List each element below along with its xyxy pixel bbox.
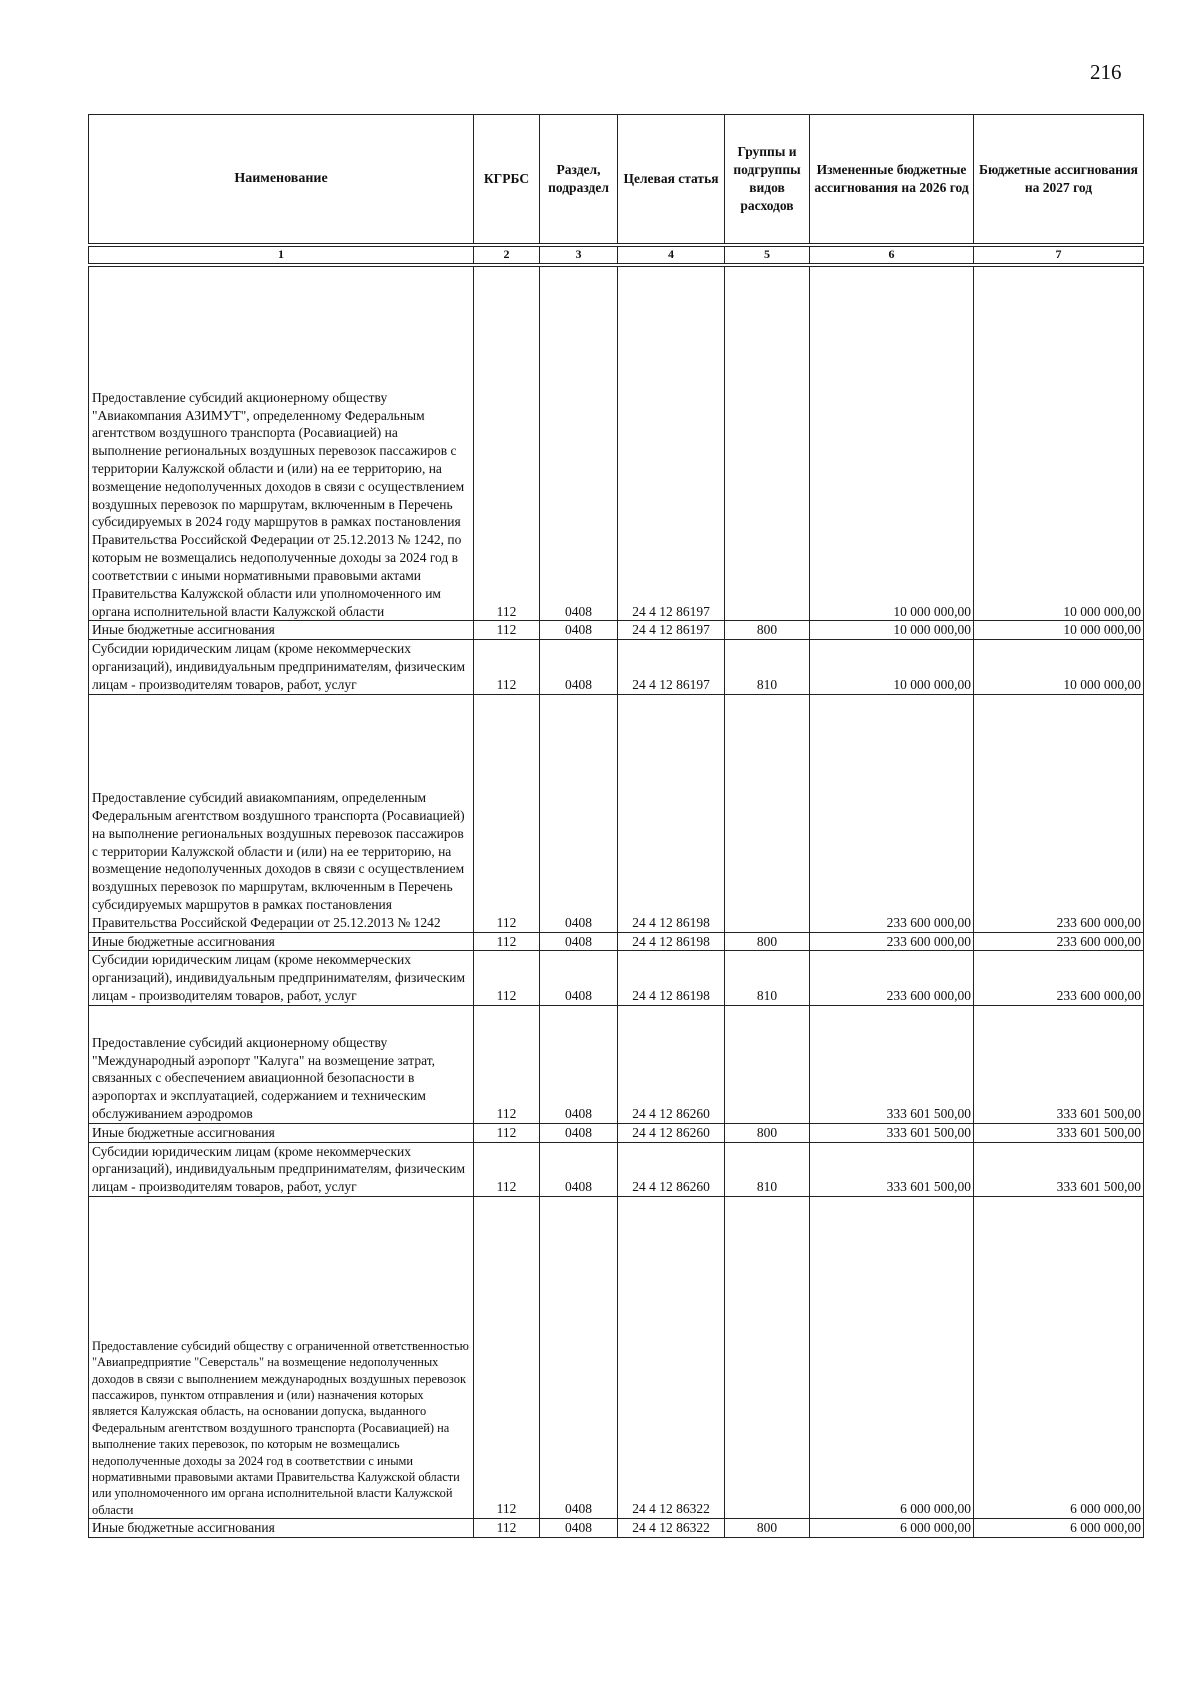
row-razdel: 0408 xyxy=(540,932,618,951)
row-name: Субсидии юридическим лицам (кроме некоммерческих организаций), индивидуальным предпринимателям, физическим лицам - производителям товаров, работ, услуг xyxy=(89,640,474,694)
row-expense-group: 800 xyxy=(725,1519,810,1538)
row-kgrbs: 112 xyxy=(474,932,540,951)
column-number: 4 xyxy=(618,245,725,265)
header-name: Наименование xyxy=(89,115,474,246)
table-row xyxy=(89,1519,1144,1538)
row-name: Иные бюджетные ассигнования xyxy=(89,621,474,640)
header-target-article: Целевая статья xyxy=(618,115,725,246)
table-row xyxy=(89,640,1144,694)
row-razdel: 0408 xyxy=(540,265,618,621)
row-amount-2027: 233 600 000,00 xyxy=(974,951,1144,1005)
row-kgrbs: 112 xyxy=(474,951,540,1005)
row-target-article: 24 4 12 86322 xyxy=(618,1197,725,1519)
header-row xyxy=(89,115,1144,246)
table-row xyxy=(89,265,1144,621)
row-amount-2027: 333 601 500,00 xyxy=(974,1142,1144,1196)
header-razdel: Раздел, подраздел xyxy=(540,115,618,246)
row-name: Субсидии юридическим лицам (кроме некоммерческих организаций), индивидуальным предпринимателям, физическим лицам - производителям товаров, работ, услуг xyxy=(89,951,474,1005)
table-row xyxy=(89,951,1144,1005)
row-name: Предоставление субсидий акционерному обществу "Авиакомпания АЗИМУТ", определенному Федеральным агентством воздушного транспорта (Росавиацией) на выполнение региональных воздушных перевозок пассажиров с территории Калужской области и (или) на ее территорию, на возмещение недополученных доходов в связи с осуществлением воздушных перевозок по маршрутам, включенным в Перечень субсидируемых в 2024 году маршрутов в рамках постановления Правительства Российской Федерации от 25.12.2013 № 1242, по которым не возмещались недополученные доходы за 2024 год в соответствии с иными нормативными правовыми актами Правительства Калужской области или уполномоченного им органа исполнительной власти Калужской области xyxy=(89,265,474,621)
row-amount-2027: 6 000 000,00 xyxy=(974,1519,1144,1538)
row-kgrbs: 112 xyxy=(474,621,540,640)
row-name: Иные бюджетные ассигнования xyxy=(89,932,474,951)
row-expense-group: 800 xyxy=(725,932,810,951)
row-amount-2026: 233 600 000,00 xyxy=(810,932,974,951)
row-razdel: 0408 xyxy=(540,951,618,1005)
row-expense-group xyxy=(725,1197,810,1519)
row-razdel: 0408 xyxy=(540,640,618,694)
row-target-article: 24 4 12 86260 xyxy=(618,1123,725,1142)
row-expense-group: 800 xyxy=(725,621,810,640)
row-amount-2026: 233 600 000,00 xyxy=(810,694,974,932)
row-amount-2027: 233 600 000,00 xyxy=(974,694,1144,932)
row-amount-2026: 333 601 500,00 xyxy=(810,1005,974,1123)
row-razdel: 0408 xyxy=(540,1005,618,1123)
row-razdel: 0408 xyxy=(540,1142,618,1196)
table-row xyxy=(89,1005,1144,1123)
header-kgrbs: КГРБС xyxy=(474,115,540,246)
row-amount-2026: 10 000 000,00 xyxy=(810,265,974,621)
page-number: 216 xyxy=(1090,60,1122,84)
row-amount-2026: 233 600 000,00 xyxy=(810,951,974,1005)
row-amount-2027: 10 000 000,00 xyxy=(974,265,1144,621)
row-kgrbs: 112 xyxy=(474,1197,540,1519)
header-2027: Бюджетные ассигнования на 2027 год xyxy=(974,115,1144,246)
header-2026: Измененные бюджетные ассигнования на 2026 год xyxy=(810,115,974,246)
row-target-article: 24 4 12 86260 xyxy=(618,1142,725,1196)
row-kgrbs: 112 xyxy=(474,1123,540,1142)
row-amount-2027: 233 600 000,00 xyxy=(974,932,1144,951)
row-expense-group: 810 xyxy=(725,1142,810,1196)
row-razdel: 0408 xyxy=(540,1123,618,1142)
row-amount-2026: 6 000 000,00 xyxy=(810,1197,974,1519)
column-number: 6 xyxy=(810,245,974,265)
row-name: Иные бюджетные ассигнования xyxy=(89,1123,474,1142)
row-razdel: 0408 xyxy=(540,1519,618,1538)
row-target-article: 24 4 12 86197 xyxy=(618,265,725,621)
header-expense-group: Группы и подгруппы видов расходов xyxy=(725,115,810,246)
row-target-article: 24 4 12 86322 xyxy=(618,1519,725,1538)
table-row xyxy=(89,1197,1144,1519)
row-target-article: 24 4 12 86198 xyxy=(618,951,725,1005)
row-amount-2026: 10 000 000,00 xyxy=(810,621,974,640)
row-amount-2027: 10 000 000,00 xyxy=(974,621,1144,640)
row-kgrbs: 112 xyxy=(474,694,540,932)
row-target-article: 24 4 12 86260 xyxy=(618,1005,725,1123)
row-razdel: 0408 xyxy=(540,621,618,640)
row-amount-2027: 333 601 500,00 xyxy=(974,1005,1144,1123)
row-expense-group: 800 xyxy=(725,1123,810,1142)
table-row xyxy=(89,932,1144,951)
row-amount-2027: 6 000 000,00 xyxy=(974,1197,1144,1519)
column-number: 1 xyxy=(89,245,474,265)
row-amount-2026: 10 000 000,00 xyxy=(810,640,974,694)
row-target-article: 24 4 12 86197 xyxy=(618,621,725,640)
column-number-row xyxy=(89,245,1144,265)
table-row xyxy=(89,621,1144,640)
row-amount-2026: 333 601 500,00 xyxy=(810,1123,974,1142)
column-number: 3 xyxy=(540,245,618,265)
row-name: Предоставление субсидий обществу с ограниченной ответственностью "Авиапредприятие "Северсталь" на возмещение недополученных доходов в связи с выполнением международных воздушных перевозок пассажиров, пунктом отправления и (или) назначения которых является Калужская область, на основании допуска, выданного Федеральным агентством воздушного транспорта (Росавиацией) на выполнение таких перевозок, по которым не возмещались недополученные доходы за 2024 год в соответствии с иными нормативными правовыми актами Правительства Калужской области или уполномоченного им органа исполнительной власти Калужской области xyxy=(89,1197,474,1519)
row-razdel: 0408 xyxy=(540,694,618,932)
row-name: Субсидии юридическим лицам (кроме некоммерческих организаций), индивидуальным предпринимателям, физическим лицам - производителям товаров, работ, услуг xyxy=(89,1142,474,1196)
row-expense-group xyxy=(725,1005,810,1123)
row-kgrbs: 112 xyxy=(474,265,540,621)
column-number: 5 xyxy=(725,245,810,265)
row-amount-2026: 333 601 500,00 xyxy=(810,1142,974,1196)
row-amount-2027: 333 601 500,00 xyxy=(974,1123,1144,1142)
row-kgrbs: 112 xyxy=(474,1519,540,1538)
row-expense-group: 810 xyxy=(725,951,810,1005)
table-row xyxy=(89,694,1144,932)
row-kgrbs: 112 xyxy=(474,1142,540,1196)
column-number: 7 xyxy=(974,245,1144,265)
row-name: Предоставление субсидий авиакомпаниям, определенным Федеральным агентством воздушного транспорта (Росавиацией) на выполнение региональных воздушных перевозок пассажиров с территории Калужской области и (или) на ее территорию, на возмещение недополученных доходов в связи с осуществлением воздушных перевозок по маршрутам, включенным в Перечень субсидируемых маршрутов в рамках постановления Правительства Российской Федерации от 25.12.2013 № 1242 xyxy=(89,694,474,932)
row-expense-group xyxy=(725,265,810,621)
row-kgrbs: 112 xyxy=(474,1005,540,1123)
row-kgrbs: 112 xyxy=(474,640,540,694)
budget-table xyxy=(88,114,1144,1538)
table-row xyxy=(89,1142,1144,1196)
row-target-article: 24 4 12 86197 xyxy=(618,640,725,694)
row-amount-2026: 6 000 000,00 xyxy=(810,1519,974,1538)
row-name: Предоставление субсидий акционерному обществу "Международный аэропорт "Калуга" на возмещение затрат, связанных с обеспечением авиационной безопасности в аэропортах и эксплуатацией, содержанием и техническим обслуживанием аэродромов xyxy=(89,1005,474,1123)
row-target-article: 24 4 12 86198 xyxy=(618,694,725,932)
row-expense-group xyxy=(725,694,810,932)
row-expense-group: 810 xyxy=(725,640,810,694)
table-row xyxy=(89,1123,1144,1142)
row-razdel: 0408 xyxy=(540,1197,618,1519)
row-name: Иные бюджетные ассигнования xyxy=(89,1519,474,1538)
row-amount-2027: 10 000 000,00 xyxy=(974,640,1144,694)
column-number: 2 xyxy=(474,245,540,265)
row-target-article: 24 4 12 86198 xyxy=(618,932,725,951)
